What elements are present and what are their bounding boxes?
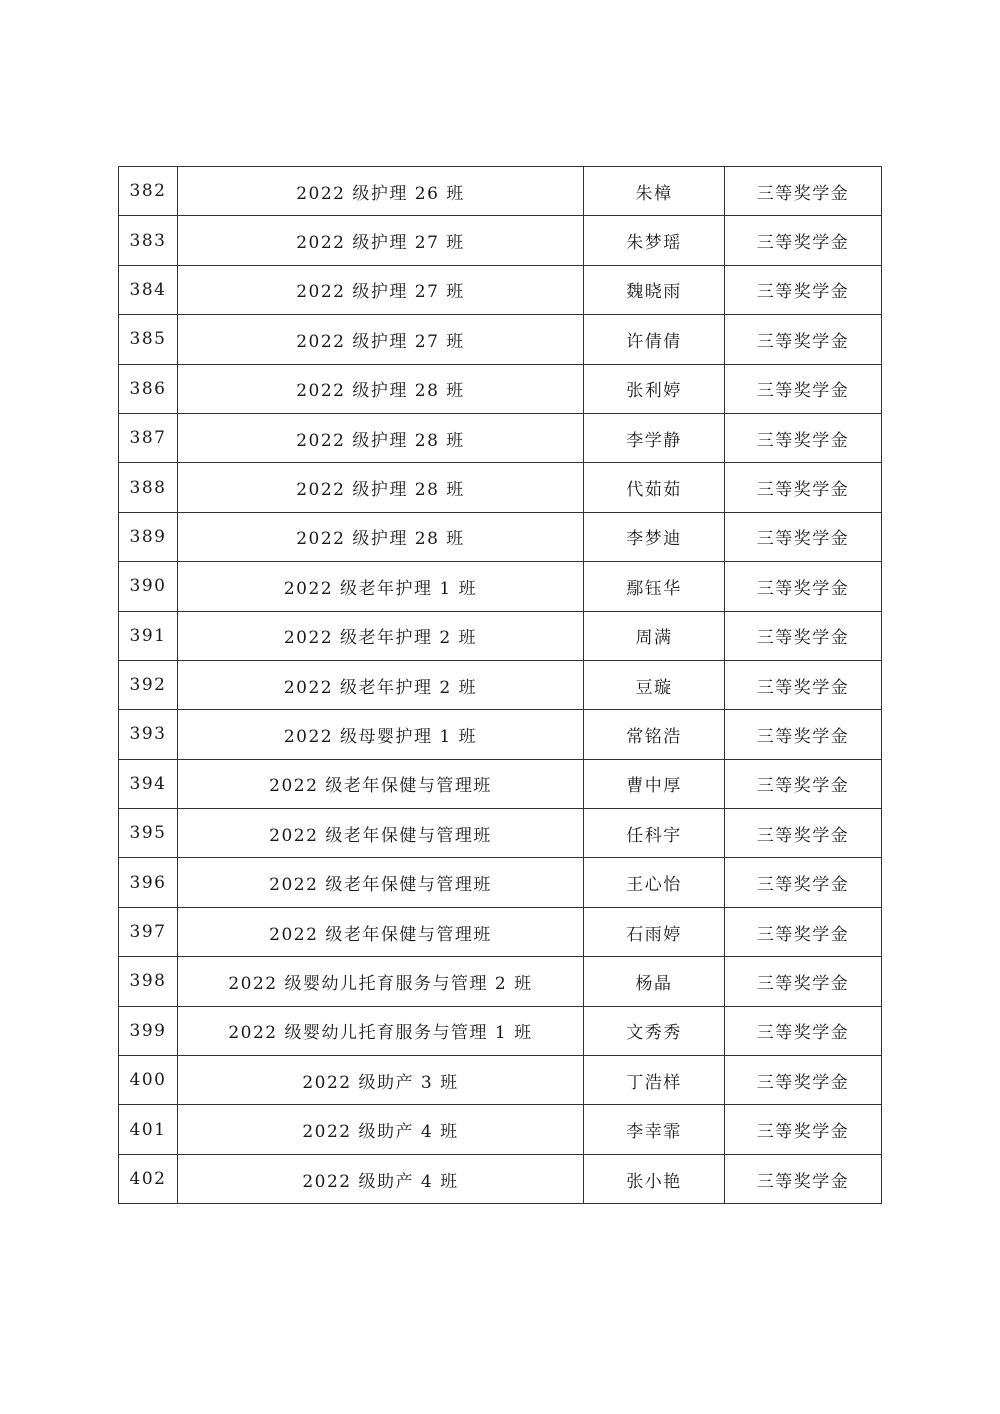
table-row bbox=[119, 364, 882, 413]
award-level-cell: 三等奖学金 bbox=[725, 759, 882, 808]
class-name-cell: 2022 级护理 26 班 bbox=[178, 167, 584, 216]
table-row bbox=[119, 1105, 882, 1154]
row-number-cell: 386 bbox=[119, 364, 178, 413]
student-name-cell: 朱梦瑶 bbox=[584, 216, 725, 265]
table-row bbox=[119, 759, 882, 808]
award-level-cell: 三等奖学金 bbox=[725, 167, 882, 216]
class-name-cell: 2022 级护理 28 班 bbox=[178, 413, 584, 462]
student-name-cell: 魏晓雨 bbox=[584, 265, 725, 314]
class-name-cell: 2022 级老年护理 1 班 bbox=[178, 562, 584, 611]
student-name-cell: 曹中厚 bbox=[584, 759, 725, 808]
student-name-cell: 李梦迪 bbox=[584, 512, 725, 561]
award-level-cell: 三等奖学金 bbox=[725, 1006, 882, 1055]
class-name-cell: 2022 级老年护理 2 班 bbox=[178, 660, 584, 709]
table-row bbox=[119, 1154, 882, 1203]
row-number-cell: 397 bbox=[119, 907, 178, 956]
table-row bbox=[119, 413, 882, 462]
student-name-cell: 豆璇 bbox=[584, 660, 725, 709]
award-level-cell: 三等奖学金 bbox=[725, 364, 882, 413]
table-row bbox=[119, 167, 882, 216]
table-row bbox=[119, 562, 882, 611]
row-number-cell: 392 bbox=[119, 660, 178, 709]
award-level-cell: 三等奖学金 bbox=[725, 907, 882, 956]
row-number-cell: 389 bbox=[119, 512, 178, 561]
row-number-cell: 401 bbox=[119, 1105, 178, 1154]
class-name-cell: 2022 级婴幼儿托育服务与管理 2 班 bbox=[178, 957, 584, 1006]
award-level-cell: 三等奖学金 bbox=[725, 265, 882, 314]
table-row bbox=[119, 907, 882, 956]
row-number-cell: 398 bbox=[119, 957, 178, 1006]
table-row bbox=[119, 216, 882, 265]
award-level-cell: 三等奖学金 bbox=[725, 562, 882, 611]
row-number-cell: 399 bbox=[119, 1006, 178, 1055]
class-name-cell: 2022 级母婴护理 1 班 bbox=[178, 710, 584, 759]
table-row bbox=[119, 1006, 882, 1055]
table-row bbox=[119, 463, 882, 512]
row-number-cell: 387 bbox=[119, 413, 178, 462]
row-number-cell: 391 bbox=[119, 611, 178, 660]
table-row bbox=[119, 512, 882, 561]
class-name-cell: 2022 级老年保健与管理班 bbox=[178, 809, 584, 858]
student-name-cell: 鄢钰华 bbox=[584, 562, 725, 611]
table-row bbox=[119, 1056, 882, 1105]
class-name-cell: 2022 级护理 27 班 bbox=[178, 265, 584, 314]
student-name-cell: 张小艳 bbox=[584, 1154, 725, 1203]
table-row bbox=[119, 265, 882, 314]
class-name-cell: 2022 级老年保健与管理班 bbox=[178, 907, 584, 956]
student-name-cell: 文秀秀 bbox=[584, 1006, 725, 1055]
row-number-cell: 402 bbox=[119, 1154, 178, 1203]
award-level-cell: 三等奖学金 bbox=[725, 710, 882, 759]
award-level-cell: 三等奖学金 bbox=[725, 1056, 882, 1105]
row-number-cell: 384 bbox=[119, 265, 178, 314]
award-level-cell: 三等奖学金 bbox=[725, 216, 882, 265]
table-row bbox=[119, 315, 882, 364]
student-name-cell: 李幸霏 bbox=[584, 1105, 725, 1154]
class-name-cell: 2022 级婴幼儿托育服务与管理 1 班 bbox=[178, 1006, 584, 1055]
row-number-cell: 400 bbox=[119, 1056, 178, 1105]
row-number-cell: 388 bbox=[119, 463, 178, 512]
table-row bbox=[119, 660, 882, 709]
class-name-cell: 2022 级老年护理 2 班 bbox=[178, 611, 584, 660]
award-level-cell: 三等奖学金 bbox=[725, 1154, 882, 1203]
table-row bbox=[119, 710, 882, 759]
student-name-cell: 杨晶 bbox=[584, 957, 725, 1006]
row-number-cell: 395 bbox=[119, 809, 178, 858]
scholarship-list-table bbox=[118, 166, 882, 1204]
student-name-cell: 李学静 bbox=[584, 413, 725, 462]
class-name-cell: 2022 级助产 3 班 bbox=[178, 1056, 584, 1105]
student-name-cell: 常铭浩 bbox=[584, 710, 725, 759]
row-number-cell: 383 bbox=[119, 216, 178, 265]
class-name-cell: 2022 级助产 4 班 bbox=[178, 1154, 584, 1203]
student-name-cell: 石雨婷 bbox=[584, 907, 725, 956]
row-number-cell: 385 bbox=[119, 315, 178, 364]
award-level-cell: 三等奖学金 bbox=[725, 315, 882, 364]
award-level-cell: 三等奖学金 bbox=[725, 512, 882, 561]
class-name-cell: 2022 级老年保健与管理班 bbox=[178, 858, 584, 907]
award-level-cell: 三等奖学金 bbox=[725, 957, 882, 1006]
class-name-cell: 2022 级护理 28 班 bbox=[178, 512, 584, 561]
class-name-cell: 2022 级助产 4 班 bbox=[178, 1105, 584, 1154]
class-name-cell: 2022 级护理 27 班 bbox=[178, 315, 584, 364]
student-name-cell: 张利婷 bbox=[584, 364, 725, 413]
table-row bbox=[119, 809, 882, 858]
award-level-cell: 三等奖学金 bbox=[725, 809, 882, 858]
award-level-cell: 三等奖学金 bbox=[725, 660, 882, 709]
student-name-cell: 王心怡 bbox=[584, 858, 725, 907]
table-row bbox=[119, 611, 882, 660]
award-level-cell: 三等奖学金 bbox=[725, 611, 882, 660]
student-name-cell: 任科宇 bbox=[584, 809, 725, 858]
award-level-cell: 三等奖学金 bbox=[725, 858, 882, 907]
row-number-cell: 396 bbox=[119, 858, 178, 907]
row-number-cell: 382 bbox=[119, 167, 178, 216]
award-level-cell: 三等奖学金 bbox=[725, 413, 882, 462]
student-name-cell: 代茹茹 bbox=[584, 463, 725, 512]
row-number-cell: 390 bbox=[119, 562, 178, 611]
table-row bbox=[119, 858, 882, 907]
student-name-cell: 许倩倩 bbox=[584, 315, 725, 364]
class-name-cell: 2022 级护理 28 班 bbox=[178, 463, 584, 512]
award-level-cell: 三等奖学金 bbox=[725, 463, 882, 512]
class-name-cell: 2022 级护理 28 班 bbox=[178, 364, 584, 413]
row-number-cell: 394 bbox=[119, 759, 178, 808]
class-name-cell: 2022 级护理 27 班 bbox=[178, 216, 584, 265]
table-row bbox=[119, 957, 882, 1006]
award-level-cell: 三等奖学金 bbox=[725, 1105, 882, 1154]
row-number-cell: 393 bbox=[119, 710, 178, 759]
table-body bbox=[119, 167, 882, 1204]
student-name-cell: 朱樟 bbox=[584, 167, 725, 216]
student-name-cell: 丁浩样 bbox=[584, 1056, 725, 1105]
class-name-cell: 2022 级老年保健与管理班 bbox=[178, 759, 584, 808]
student-name-cell: 周满 bbox=[584, 611, 725, 660]
